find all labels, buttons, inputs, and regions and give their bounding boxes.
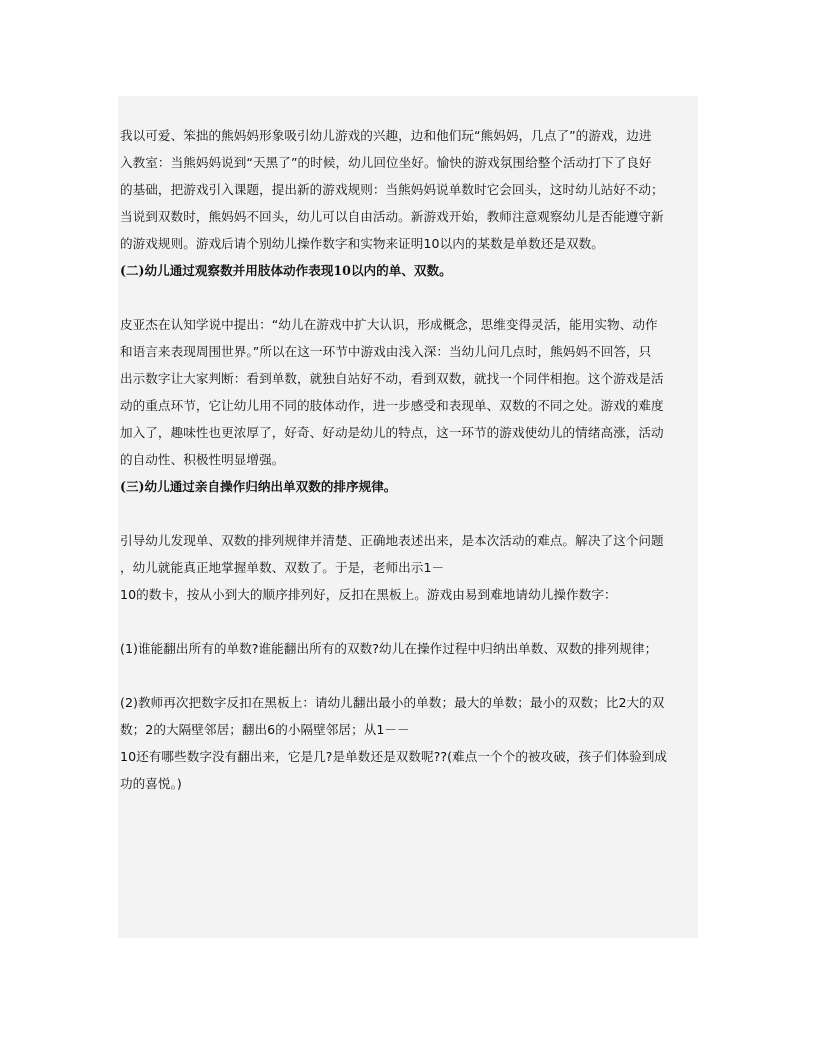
paragraph-line: 引导幼儿发现单、双数的排列规律并清楚、正确地表述出来，是本次活动的难点。解决了这个问题 (120, 533, 664, 548)
paragraph-line: ，幼儿就能真正地掌握单数、双数了。于是，老师出示1－ (120, 560, 445, 575)
paragraph-2 (120, 311, 696, 473)
paragraph-line: 功的喜悦。) (120, 776, 182, 791)
paragraph-line: 和语言来表现周围世界。”所以在这一环节中游戏由浅入深：当幼儿问几点时，熊妈妈不回答，只 (120, 344, 652, 359)
paragraph-line: (1)谁能翻出所有的单数?谁能翻出所有的双数?幼儿在操作过程中归纳出单数、双数的排列规律； (120, 641, 658, 656)
paragraph-line: 10还有哪些数字没有翻出来，它是几?是单数还是双数呢??(难点一个个的被攻破，孩子们体验到成 (120, 749, 668, 764)
section-heading-3: (三)幼儿通过亲自操作归纳出单双数的排序规律。 (120, 479, 397, 494)
paragraph-line: 加入了，趣味性也更浓厚了，好奇、好动是幼儿的特点，这一环节的游戏使幼儿的情绪高涨，活动 (120, 425, 664, 440)
paragraph-line: (2)教师再次把数字反扣在黑板上：请幼儿翻出最小的单数；最大的单数；最小的双数；比2大的双 (120, 695, 665, 710)
paragraph-line: 10的数卡，按从小到大的顺序排列好，反扣在黑板上。游戏由易到难地请幼儿操作数字： (120, 587, 617, 602)
paragraph-line: 的自动性、积极性明显增强。 (120, 452, 285, 467)
section-heading-2: (二)幼儿通过观察数并用肢体动作表现10以内的单、双数。 (120, 263, 452, 278)
paragraph-line: 动的重点环节，它让幼儿用不同的肢体动作，进一步感受和表现单、双数的不同之处。游戏的难度 (120, 398, 664, 413)
spacer (120, 284, 696, 311)
paragraph-line: 的游戏规则。游戏后请个别幼儿操作数字和实物来证明10以内的某数是单数还是双数。 (120, 236, 604, 251)
spacer (120, 608, 696, 635)
paragraph-line: 入教室：当熊妈妈说到“天黑了”的时候，幼儿回位坐好。愉快的游戏氛围给整个活动打下了良好 (120, 155, 652, 170)
spacer (120, 500, 696, 527)
paragraph-line: 数；2的大隔壁邻居；翻出6的小隔壁邻居；从1－－ (120, 722, 410, 737)
paragraph-line: 我以可爱、笨拙的熊妈妈形象吸引幼儿游戏的兴趣，边和他们玩“熊妈妈，几点了”的游戏，边进 (120, 128, 652, 143)
list-item-1 (120, 635, 696, 662)
paragraph-line: 皮亚杰在认知学说中提出：“幼儿在游戏中扩大认识，形成概念，思维变得灵活，能用实物、动作 (120, 317, 658, 332)
paragraph-1 (120, 122, 696, 257)
list-item-2 (120, 689, 696, 797)
document-page (118, 96, 698, 938)
spacer (120, 662, 696, 689)
paragraph-line: 出示数字让大家判断：看到单数，就独自站好不动，看到双数，就找一个同伴相抱。这个游戏是活 (120, 371, 664, 386)
paragraph-line: 的基础，把游戏引入课题，提出新的游戏规则：当熊妈妈说单数时它会回头，这时幼儿站好不动； (120, 182, 664, 197)
paragraph-3 (120, 527, 696, 608)
paragraph-line: 当说到双数时，熊妈妈不回头，幼儿可以自由活动。新游戏开始，教师注意观察幼儿是否能遵守新 (120, 209, 664, 224)
